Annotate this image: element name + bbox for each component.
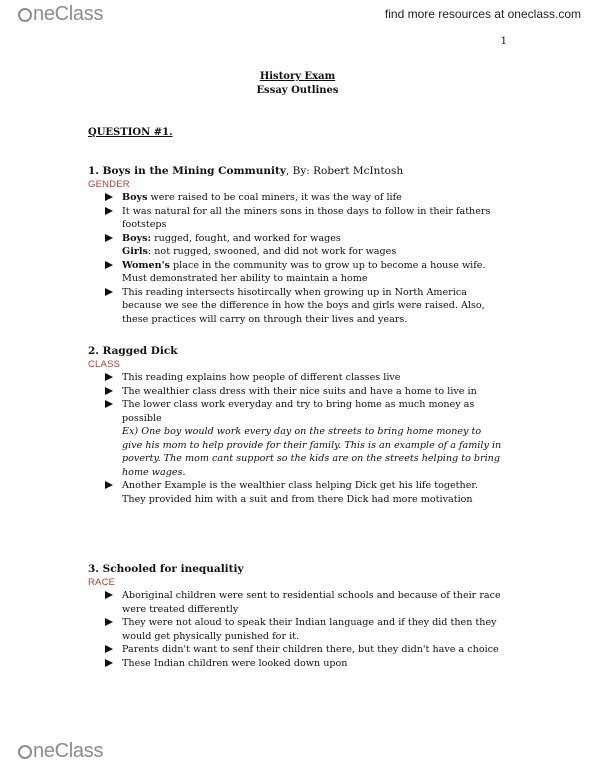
document-title: History Exam	[259, 71, 336, 82]
arrow-bullet-icon	[105, 400, 113, 408]
arrow-bullet-icon	[105, 261, 113, 269]
section-category: CLASS	[88, 359, 121, 370]
section-heading: 1. Boys in the Mining Community, By: Robert McIntosh	[88, 165, 404, 177]
section-heading: 3. Schooled for inequalitiy	[88, 563, 244, 575]
arrow-bullet-icon	[105, 618, 113, 626]
arrow-bullet-icon	[105, 659, 113, 667]
list-item: Parents didn't want to senf their children there, but they didn't have a choice	[88, 643, 504, 657]
section-category: GENDER	[88, 179, 130, 190]
list-item: They were not aloud to speak their Indian language and if they did then they would get physically punished for it.	[88, 616, 504, 643]
list-item: These Indian children were looked down upon	[88, 657, 504, 671]
logo-text: neClass	[33, 740, 104, 762]
arrow-bullet-icon	[105, 193, 113, 201]
section-3	[88, 562, 504, 670]
section-2	[88, 344, 504, 506]
page-header	[0, 0, 595, 30]
list-item: Boys: rugged, fought, and worked for wages Girls: not rugged, swooned, and did not work for wages	[88, 232, 504, 259]
arrow-bullet-icon	[105, 234, 113, 242]
logo-circle-icon	[18, 745, 32, 759]
section-1	[88, 164, 504, 326]
arrow-bullet-icon	[105, 387, 113, 395]
list-item: The wealthier class dress with their nice suits and have a home to live in	[88, 385, 504, 399]
list-item: Another Example is the wealthier class helping Dick get his life together. They provided him with a suit and from there Dick had more motivation	[88, 479, 504, 506]
find-resources-link[interactable]: find more resources at oneclass.com	[384, 7, 581, 21]
oneclass-logo[interactable]	[18, 3, 103, 26]
arrow-bullet-icon	[105, 207, 113, 215]
list-item: Aboriginal children were sent to residential schools and because of their race were treated differently	[88, 589, 504, 616]
list-item: This reading intersects hisotircally when growing up in North America because we see the difference in how the boys and girls were raised. Also, these practices will carry on through their lives and years.	[88, 286, 504, 327]
arrow-bullet-icon	[105, 591, 113, 599]
bullet-list	[88, 371, 504, 506]
arrow-bullet-icon	[105, 373, 113, 381]
footer-oneclass-logo[interactable]	[18, 740, 103, 763]
page-number: 1	[500, 36, 507, 47]
section-heading: 2. Ragged Dick	[88, 345, 178, 357]
document-subtitle: Essay Outlines	[256, 85, 339, 96]
bullet-list	[88, 191, 504, 326]
list-item: Women's place in the community was to grow up to become a house wife. Must demonstrated her ability to maintain a home	[88, 259, 504, 286]
section-category: RACE	[88, 577, 116, 588]
list-item: Boys were raised to be coal miners, it was the way of life	[88, 191, 504, 205]
arrow-bullet-icon	[105, 481, 113, 489]
bullet-list	[88, 589, 504, 670]
logo-circle-icon	[18, 8, 32, 22]
logo-text: neClass	[33, 3, 104, 25]
list-item: This reading explains how people of different classes live	[88, 371, 504, 385]
arrow-bullet-icon	[105, 288, 113, 296]
arrow-bullet-icon	[105, 645, 113, 653]
list-item: It was natural for all the miners sons in those days to follow in their fathers footsteps	[88, 205, 504, 232]
question-heading: QUESTION #1.	[88, 127, 173, 138]
list-item: The lower class work everyday and try to bring home as much money as possible Ex) One boy would work every day on the streets to bring home money to give his mom to help provide for their family. This is an example of a family in poverty. The mom cant support so the kids are on the streets helping to bring home wages.	[88, 398, 504, 479]
